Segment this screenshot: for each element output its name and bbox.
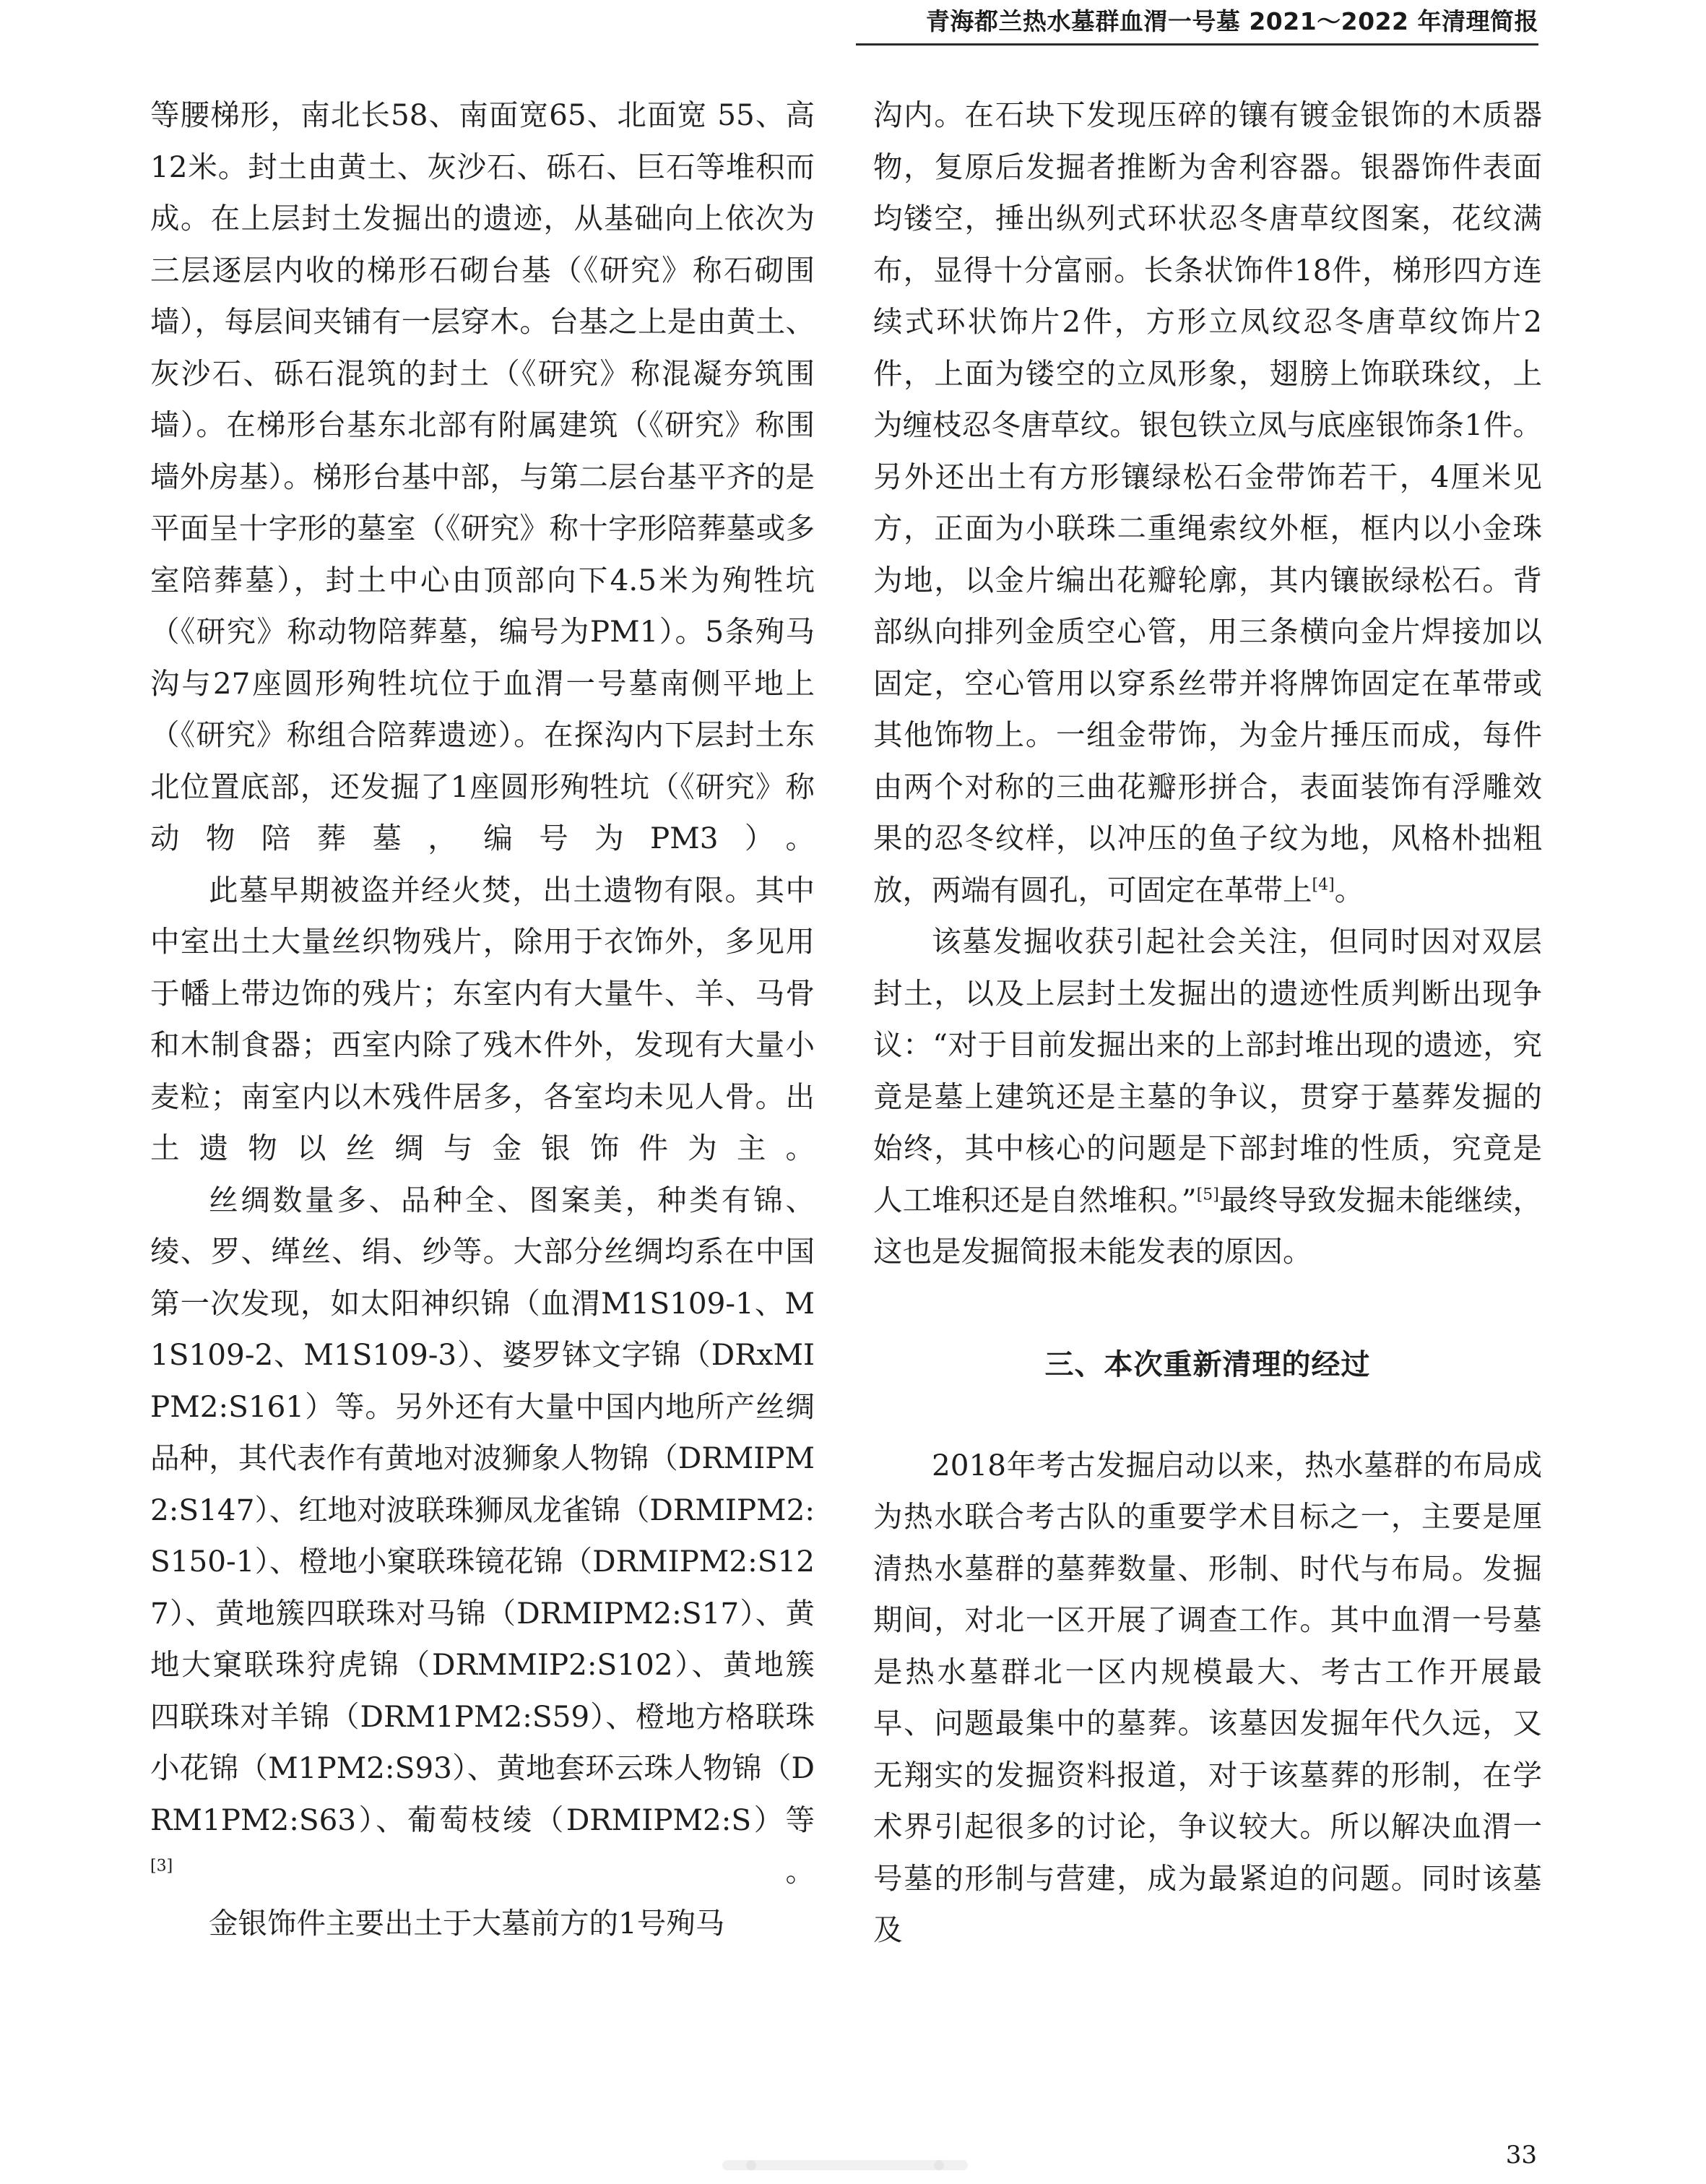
section-heading: 三、本次重新清理的经过 xyxy=(1044,1347,1371,1381)
reference-marker: [3] xyxy=(150,1857,173,1876)
body-paragraph xyxy=(150,1175,815,1898)
paragraph-tail: 。 xyxy=(173,1854,815,1889)
paragraph-tail: 。 xyxy=(1334,872,1364,907)
paragraph-text: 等腰梯形，南北长58、南面宽65、北面宽 55、高12米。封土由黄土、灰沙石、砾石、巨石等堆积而成。在上层封土发掘出的遗迹，从基础向上依次为三层逐层内收的梯形石砌台基（《研究》称石砌围墙），每层间夹铺有一层穿木。台基之上是由黄土、灰沙石、砾石混筑的封土（《研究》称混凝夯筑围墙）。在梯形台基东北部有附属建筑（《研究》称围墙外房基）。梯形台基中部，与第二层台基平齐的是平面呈十字形的墓室（《研究》称十字形陪葬墓或多室陪葬墓），封土中心由顶部向下4.5米为殉牲坑（《研究》称动物陪葬墓，编号为PM1）。5条殉马沟与27座圆形殉牲坑位于血渭一号墓南侧平地上（《研究》称组合陪葬遗迹）。在探沟内下层封土东北位置底部，还发掘了1座圆形殉牲坑（《研究》称动物陪葬墓，编号为PM3）。 xyxy=(150,98,815,855)
paragraph-text: 该墓发掘收获引起社会关注，但同时因对双层封土，以及上层封土发掘出的遗迹性质判断出现争议：“对于目前发掘出来的上部封堆出现的遗迹，究竟是墓上建筑还是主墓的争议，贯穿于墓葬发掘的始终，其中核心的问题是下部封堆的性质，究竟是人工堆积还是自然堆积。” xyxy=(873,924,1542,1217)
reference-marker: [4] xyxy=(1312,876,1335,894)
paragraph-text: 2018年考古发掘启动以来，热水墓群的布局成为热水联合考古队的重要学术目标之一，主要是厘清热水墓群的墓葬数量、形制、时代与布局。发掘期间，对北一区开展了调查工作。其中血渭一号墓是热水墓群北一区内规模最大、考古工作开展最早、问题最集中的墓葬。该墓因发掘年代久远，又无翔实的发掘资料报道，对于该墓葬的形制，在学术界引起很多的讨论，争议较大。所以解决血渭一号墓的形制与营建，成为最紧迫的问题。同时该墓及 xyxy=(873,1447,1542,1947)
body-paragraph xyxy=(873,1440,1542,1956)
watermark-mark xyxy=(722,2157,968,2173)
paragraph-text: 金银饰件主要出土于大墓前方的1号殉马 xyxy=(209,1905,725,1941)
running-header-title: 青海都兰热水墓群血渭一号墓 2021～2022 年清理简报 xyxy=(925,7,1538,35)
body-paragraph xyxy=(873,916,1542,1278)
body-paragraph xyxy=(873,90,1542,916)
reference-marker: [5] xyxy=(1196,1186,1219,1204)
body-paragraph xyxy=(150,90,815,865)
page-number: 33 xyxy=(1505,2141,1537,2170)
header-rule xyxy=(856,43,1538,46)
paragraph-text: 此墓早期被盗并经火焚，出土遗物有限。其中中室出土大量丝织物残片，除用于衣饰外，多见用于幡上带边饰的残片；东室内有大量牛、羊、马骨和木制食器；西室内除了残木件外，发现有大量小麦粒；南室内以木残件居多，各室均未见人骨。出土遗物以丝绸与金银饰件为主。 xyxy=(150,872,815,1165)
right-column xyxy=(873,90,1542,1956)
body-paragraph xyxy=(150,1898,815,1950)
body-paragraph xyxy=(150,865,815,1175)
paragraph-text: 沟内。在石块下发现压碎的镶有镀金银饰的木质器物，复原后发掘者推断为舍利容器。银器饰件表面均镂空，捶出纵列式环状忍冬唐草纹图案，花纹满布，显得十分富丽。长条状饰件18件，梯形四方连续式环状饰片2件，方形立凤纹忍冬唐草纹饰片2件，上面为镂空的立凤形象，翅膀上饰联珠纹，上为缠枝忍冬唐草纹。银包铁立凤与底座银饰条1件。另外还出土有方形镶绿松石金带饰若干，4厘米见方，正面为小联珠二重绳索纹外框，框内以小金珠为地，以金片编出花瓣轮廓，其内镶嵌绿松石。背部纵向排列金质空心管，用三条横向金片焊接加以固定，空心管用以穿系丝带并将牌饰固定在革带或其他饰物上。一组金带饰，为金片捶压而成，每件由两个对称的三曲花瓣形拼合，表面装饰有浮雕效果的忍冬纹样，以冲压的鱼子纹为地，风格朴拙粗放，两端有圆孔，可固定在革带上 xyxy=(873,98,1542,907)
paragraph-tail: 最终导致发掘未能继续，这也是发掘简报未能发表的原因。 xyxy=(873,1182,1542,1269)
paragraph-text: 丝绸数量多、品种全、图案美，种类有锦、绫、罗、缂丝、绢、纱等。大部分丝绸均系在中国第一次发现，如太阳神织锦（血渭M1S109-1、M1S109-2、M1S109-3）、婆罗钵文字锦（DRxMIPM2:S161）等。另外还有大量中国内地所产丝绸品种，其代表作有黄地对波狮象人物锦（DRMIPM2:S147）、红地对波联珠狮凤龙雀锦（DRMIPM2:S150-1）、橙地小窠联珠镜花锦（DRMIPM2:S127）、黄地簇四联珠对马锦（DRMIPM2:S17）、黄地大窠联珠狩虎锦（DRMMIP2:S102）、黄地簇四联珠对羊锦（DRM1PM2:S59）、橙地方格联珠小花锦（M1PM2:S93）、黄地套环云珠人物锦（DRM1PM2:S63）、葡萄枝绫（DRMIPM2:S）等 xyxy=(150,1182,815,1837)
left-column xyxy=(150,90,815,1949)
